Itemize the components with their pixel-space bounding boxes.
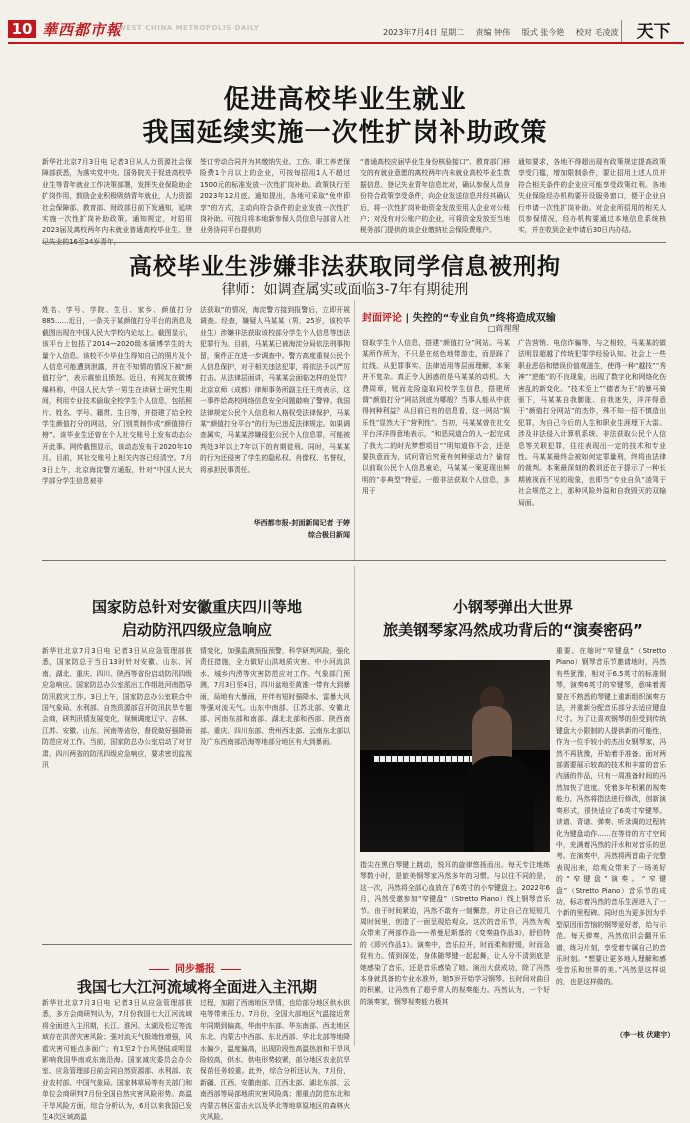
tag-bar xyxy=(221,969,241,970)
article4-col2: 过程，加剧了西南地区旱情，也给部分地区供水供电等带来压力。7月份，全国大部地区气温接近常年同期到偏高，华南中东部、华东南部、西北地区东北、内蒙古中西部、东北西部、华北北部等地降水偏少，温度偏高，出现阶段性高温热浪和干旱风险较高，供水、供电形势较紧，部分地区农业抗旱保苗任务较重。此外，综合分析还认为，7月份，新疆、江西、安徽南部、江西北部、湖北东部、云南西部等局部地质灾害风险高；需重点防范东北和内蒙古林区雷击火以及华北等地草原地区的森林火灾风险。 xyxy=(200,999,350,1122)
column-divider xyxy=(354,300,355,560)
commentary-separator: | xyxy=(405,313,413,324)
article3-title-line2: 启动防汛四级应急响应 xyxy=(121,621,272,639)
commentary-tag: 封面评论 xyxy=(362,313,402,324)
article1-col2: 签订劳动合同并为其缴纳失业、工伤、职工养老保险费1个月以上的企业，可按每招用1人不超过1500元的标准发放一次性扩岗补助。政策执行至2023年12月底。通知提出，各地可采取“免申即享”的方式，主动向符合条件的企业发放一次性扩岗补助。可按月将本地新参保人员信息与部省人社业务协同平台提供的 xyxy=(200,158,350,235)
issue-date: 2023年7月4日 星期二 xyxy=(383,28,465,37)
page-header xyxy=(0,0,690,44)
article5-col-left-below: 指尖在黑白琴键上跳动，悦耳的旋律悠扬而出。每天专注地练琴数小时，是旅美钢琴家冯然多年的习惯。与以往不同的是，这一次，冯然将全部心血放在了6英寸的小窄键盘上。2022年6月，冯然受邀参加“窄键盘”（Stretto Piano）线上钢琴音乐节。由于时间紧迫，冯然不敢有一刻懈怠，并让自己在短短几周时间里，创造了一面呈现给观众。这次的音乐节，冯然为观众带来了两部作品——希曼尼斯基的《变奏曲作品3》，舒伯特的《即兴作品1》。演奏中，音乐拉开，时而柔和舒缓，时而急促有力。情到深处，身体随琴键一起起舞，让人分不清到底是她感染了音乐，还是音乐感染了她。演出大获成功，除了冯然本身就具备的专业水准外，她5岁开始学习钢琴。长时间对曲目的积累，让冯然有了超乎常人的视奏能力。冯然认为，一个好的演奏家，钢琴视奏能力极其 xyxy=(360,861,550,1006)
commentary-col2: 广告营销、电信诈骗等，与之相较，马某某的做法明显超越了传统犯罪学经验认知。社会上一些职业恶俗和错误价值观滋生，使得一种“越技”“秀神”“逆能”的不良现象，出现了数字化和网络化伤害乱的新变化。“技术至上”“德者为王”的暴马骑驱下，马某某自我膨胀、自我迷失，洋洋得意于“颜值打分网站”的杰作，殊不知一招不慎造出犯罪，为自己今后的人生和职业生涯埋下大雷。涉及非法侵入计算机系统、非法获取公民个人信息等关联犯罪，往往表现出一定的技术和专业性。马某某最终会被如何定罪量刑，终将由法律的裁判。本案最深刻的教训还在于提示了一种长期被视而不见的现象，也即当“专业自负”凌驾于社会规范之上，那种风险外溢和自我毁灭的双输局面。 xyxy=(518,339,666,507)
pen-icon: □ xyxy=(488,324,496,333)
newspaper-logo: 華西都市報 xyxy=(42,21,123,39)
article1-col3: “普通高校应届毕业生身份核验接口”、教育部门移交的有就业意愿的离校两年内未就业高校毕业生数据信息、登记失业青年信息比对，确认参保人员身份符合政策享受条件，向企业发送信息并经其确认后，将一次性扩岗补助资金发放至用人企业对公账户；对没有对公账户的企业，可将资金发放至当地税务部门提供的该企业缴纳社会保险费账户。 xyxy=(360,158,510,235)
article1-col1: 新华社北京7月3日电 记者3日从人力资源社会保障部获悉，为落实党中央、国务院关于促进高校毕业生等青年就业工作决策部署，发挥失业保险助企扩岗作用，鼓励企业积极吸纳青年就业，人力资源社会保障部、教育部、财政部日前下发通知，延续实施一次性扩岗补助政策。通知规定，对招用2023届及离校两年内未就业普通高校毕业生、登 xyxy=(42,158,192,235)
issue-editor: 责编 钟伟 xyxy=(475,28,511,37)
article2-title: 高校毕业生涉嫌非法获取同学信息被刑拘 xyxy=(129,254,561,280)
sync-broadcast-label: 同步播报 xyxy=(175,964,215,975)
issue-meta xyxy=(383,27,627,38)
commentary-author-name: 蒋理理 xyxy=(495,324,520,333)
article2-subtitle: 律师：如调查属实或面临3-7年有期徒刑 xyxy=(221,282,469,298)
article2-credit-line1: 华西都市报-封面新闻记者 于婷 xyxy=(253,519,350,527)
article5-col-right: 重要。在缩时“窄键盘”（Stretto Piano）钢琴音乐节邀请地时，冯然有些犹豫，相对于6.5英寸的标准钢琴，演奏6英寸的窄键琴，意味着需要在不熟悉的琴键上重新组织演奏方法，并重新分配音乐部分去适应键盘尺寸。为了让喜欢钢琴的但受到传统键盘大小限制的人提供新的可能性，作为一位手较小的杰出女钢琴家，冯然不再犹豫，开始着手准备。面对两部需要展示较高的技术和丰富的音乐内涵的作品，只有一周准备时间的冯然加快了进度。凭着多年积累的视奏能力，冯然将指法进行修改，创新演奏形式，很快适应了6英寸窄键琴。读谱、背谱、弹奏、听录调的过程转化为键盘动作……在等待的方寸空间中，充满着冯然的汗水和对音乐的思考。在演奏中，冯然将两首曲子完整表现出来，给观众带来了一场美好的“窄键盘”演奏。“窄键盘”（Stretto Piano）音乐节的成功，标志着冯然的音乐生涯进入了一个新的里程碑。同时也为更多因为手型原因而苦恼的钢琴爱好者，给与示范。每天弹奏，冯然依旧会翻开乐谱，练习片刻，享受着专属自己的音乐时刻。“想要让更多地人理解和感受音乐和世界的美。”冯然是这样说的，也是这样做的。 xyxy=(556,647,666,986)
article1-title-line2: 我国延续实施一次性扩岗补助政策 xyxy=(142,118,548,148)
article1-title-line1: 促进高校毕业生就业 xyxy=(223,85,467,115)
article2-col2: 法获取”的情况，海淀警方接到报警后，立即开展调查。经查，嫌疑人马某某（男，25岁，该校毕业生）涉嫌非法获取该校部分学生个人信息等违法犯罪行为。目前，马某某已被海淀分局依法刑事拘留，案件正在进一步调查中。警方高度重视公民个人信息保护，对于相关违法犯罪，将依法予以严厉打击。从法律层面讲，马某某会面临怎样的处罚？北京京师（成都）律师事务所副主任王亮表示，这一事件给高校网络信息安全问题敲响了警钟。我国法律规定公民个人信息和人格权受法律保护，马某某“颜值打分平台”的行为已违反法律规定。如果调查属实，马某某涉嫌侵犯公民个人信息罪，可能被判处3年以上7年以下的有期徒刑。同时，马某某的行为还侵害了学生的隐私权、肖像权、名誉权，将承担民事责任。 xyxy=(200,306,350,474)
commentary-author xyxy=(488,323,520,334)
page-number: 10 xyxy=(8,20,36,38)
divider xyxy=(42,242,666,243)
article3-title-line1: 国家防总针对安徽重庆四川等地 xyxy=(91,598,302,616)
divider xyxy=(42,944,352,945)
commentary-title: 失控的“专业自负”终将造成双输 xyxy=(412,313,556,324)
divider xyxy=(42,560,666,561)
article5-title-line1: 小钢琴弹出大世界 xyxy=(452,598,573,616)
tag-bar xyxy=(149,969,169,970)
article5-byline: （李一枝 伏建宇） xyxy=(616,1031,675,1039)
issue-proof: 校对 毛凌波 xyxy=(575,28,619,37)
commentary-heading xyxy=(362,309,556,324)
newspaper-logo-en: WEST CHINA METROPOLIS DAILY xyxy=(118,24,260,32)
pianist-dress xyxy=(464,756,534,852)
header-rule xyxy=(8,42,684,44)
commentary-col1: 窃取学生个人信息，搭建“颜值打分”网站。马某某所作所为，不只是在炫色地带游走，而是踩了红线。从犯罪事实、法律适用等层面理解，本案并不复杂。真正令人困惑的是马某某的动机。大费周章，铤而走险盗取同校学生信息，搭建所谓“颜值打分”网站到底为哪般？当事人能从中获得何种利益？从目前已有的信息看，这一网站“娱乐性”显然大于“营利性”。当初，马某某曾在社交平台洋洋得意地表示，“和恶同道合的人一起完成了我大二的时光梦想项目”“明知道你不会，还是要执意而为，试问背后究竟有何种驱动力？偷窃以前取公民个人信息童论，马某某一案更现出鲜明的“非典型”特征。一般非法获取个人信息，多用于 xyxy=(362,339,510,496)
article4-title: 我国七大江河流域将全面进入主汛期 xyxy=(76,978,317,996)
pianist-photo xyxy=(360,660,550,852)
sync-broadcast-tag xyxy=(143,960,247,975)
column-divider xyxy=(354,566,355,1046)
article2-col1: 姓名、学号、学院、生日、家乡、颜值打分885……近日，一条关于某颜值打分平台的消息及截图出现在中国人民大学校内论坛上。截图显示，该平台上包括了2014—2020级本硕博学生的大量个人信息。该校不少毕业生得知自己的照片及个人信息可能遭到泄露，并在不知情的情况下被“颜值打分”，表示震惊且愤怒。近日，有网友在微博爆料称，中国人民大学一男生在读研士研究生期间，利用专业技术偷取全校学生个人信息，包括照片、姓名、学号、籍贯、生日等，并搭建了给全校学生颜值打分的网站，分门别类制作成“颜值排行榜”。该毕业生还曾在个人社交账号上发布动态公开此事。网传截图显示，该动态发布于2020年10月。目前，其社交账号上相关内容已经清空。7月3日上午，北京海淀警方通报，针对“中国人民大学部分学生信息被非 xyxy=(42,306,192,486)
article1-col4: 通知要求，各地不得超出现有政策规定提高政策享受门槛，增加限制条件，要让招用上述人员并符合相关条件的企业应可能享受政策红利。各地失业保险经办机构要开设服务窗口，便于企业自行申请一次性扩岗补助。对企业所招用的相关人员参保情况，经办机构要通过本地信息系统核实，并在收到企业申请后30日内办结。 xyxy=(518,158,666,235)
article3-col2: 情变化，加强监测预报预警，科学研判风险，强化责任措施，全力做好山洪地质灾害、中小河流洪水、城乡内涝等灾害防范应对工作。气象部门预测，7月3日至4日，四川盆地至黄淮一带有大到暴雨，局地有大暴雨，并伴有短时强降水、雷暴大风等强对流天气。山东中南部、江苏北部、安徽北部、河南东部和南部、湖北北部和西部、陕西南部、重庆、四川东部、贵州西北部、云南东北部以及广东西南部沿海等地部分地区有大到暴雨。 xyxy=(200,647,350,747)
section-name: 天下 xyxy=(621,20,685,44)
article3-col1: 新华社北京7月3日电 记者3日从应急管理部获悉，国家防总于当日13时针对安徽、山东、河南、湖北、重庆、四川、陕西等省份启动防汛四级应急响应。国家防总办公室派出工作组赴河南指导防汛救灾工作。3日上午，国家防总办公室联合中国气象局、水利部、自然资源部召开防汛抗旱专题会商，研判汛情发展变化，视频调度辽宁、吉林、江苏、安徽、山东、河南等省份，督促做好强降雨防范应对工作。当前，国家防总办公室启动了对甘肃、四川两省的防汛四级应急响应，要求密切监视汛 xyxy=(42,647,192,770)
article4-col1: 新华社北京7月3日电 记者3日从应急管理部获悉，多方会商研判认为，7月份我国七大江河流域将全面进入主汛期，长江、淮河、太湖及松辽等流域存在洪涝灾害风险；强对流天气极端性增强，风雹灾害可能点多面广；有1至2个台风登陆或明显影响我国华南或东南沿海。国家减灾委员会办公室、应急管理部日前会同自然资源部、水利部、农业农村部、中国气象局、国家林草局等有关部门和单位会商研判7月份全国自然灾害风险形势。高温干旱风险方面，综合分析认为，6月以来我国已发生4次区域高温 xyxy=(42,999,192,1122)
issue-layout: 版式 张今艳 xyxy=(521,28,565,37)
article5-title-line2: 旅美钢琴家冯然成功背后的“演奏密码” xyxy=(383,621,643,639)
article2-credit-line2: 综合极目新闻 xyxy=(308,531,350,539)
